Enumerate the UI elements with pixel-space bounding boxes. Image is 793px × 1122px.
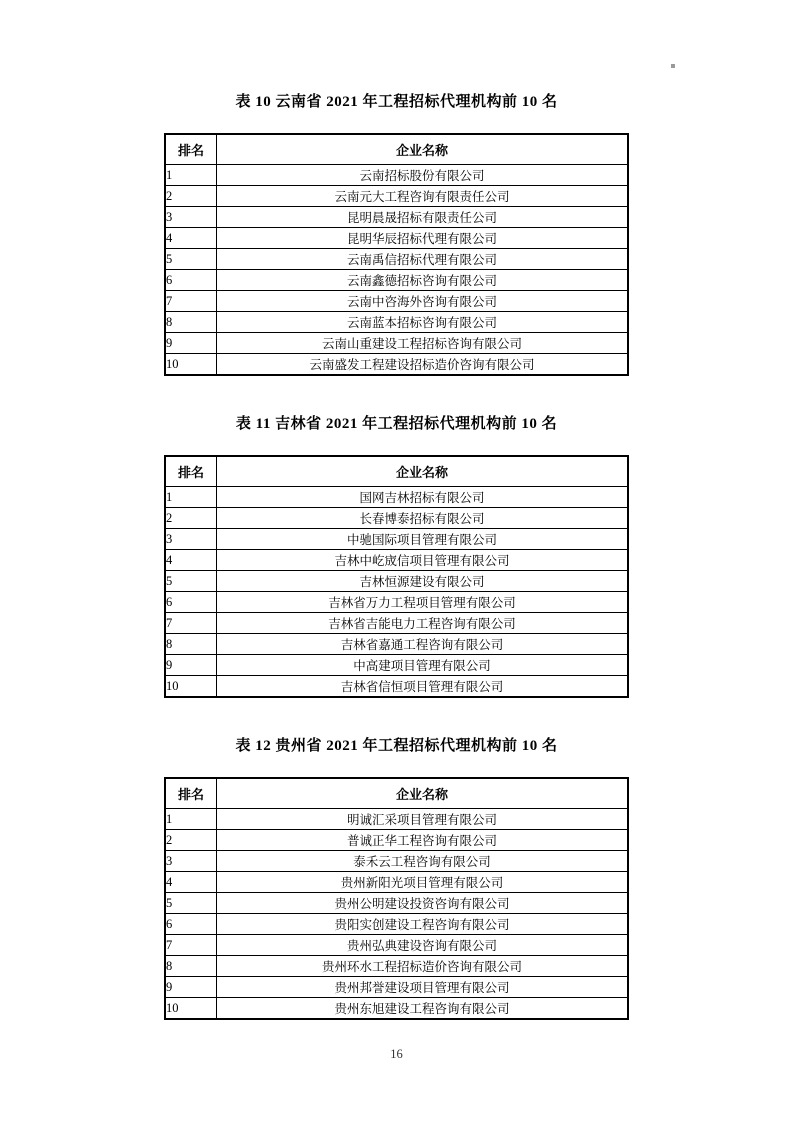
rank-cell: 7 [165,935,217,956]
rank-cell: 5 [165,571,217,592]
table-row [165,571,628,592]
company-cell: 中驰国际项目管理有限公司 [217,529,629,550]
company-cell: 吉林中屹宬信项目管理有限公司 [217,550,629,571]
rank-cell: 5 [165,249,217,270]
table-row [165,809,628,830]
company-cell: 贵阳实创建设工程咨询有限公司 [217,914,629,935]
rank-cell: 1 [165,809,217,830]
company-cell: 贵州公明建设投资咨询有限公司 [217,893,629,914]
rank-cell: 1 [165,165,217,186]
company-cell: 吉林省嘉通工程咨询有限公司 [217,634,629,655]
rank-cell: 3 [165,529,217,550]
table-row [165,851,628,872]
company-cell: 昆明晨晟招标有限责任公司 [217,207,629,228]
table-row [165,333,628,354]
company-cell: 普诚正华工程咨询有限公司 [217,830,629,851]
rank-cell: 10 [165,354,217,376]
rank-cell: 4 [165,550,217,571]
company-column-header: 企业名称 [217,456,629,487]
rank-cell: 2 [165,508,217,529]
company-cell: 云南中咨海外咨询有限公司 [217,291,629,312]
rank-cell: 9 [165,977,217,998]
rank-cell: 3 [165,851,217,872]
rank-cell: 6 [165,592,217,613]
table-row [165,550,628,571]
company-cell: 贵州邦誉建设项目管理有限公司 [217,977,629,998]
rank-cell: 8 [165,634,217,655]
company-cell: 云南山重建设工程招标咨询有限公司 [217,333,629,354]
table-row [165,914,628,935]
table-11-title: 表 11 吉林省 2021 年工程招标代理机构前 10 名 [235,416,558,432]
table-row [165,207,628,228]
company-cell: 吉林省吉能电力工程咨询有限公司 [217,613,629,634]
table-row [165,529,628,550]
table-row [165,487,628,508]
table-12-title: 表 12 贵州省 2021 年工程招标代理机构前 10 名 [235,738,558,754]
company-cell: 贵州东旭建设工程咨询有限公司 [217,998,629,1020]
table-row [165,291,628,312]
rank-cell: 4 [165,228,217,249]
rank-cell: 9 [165,333,217,354]
table-row [165,872,628,893]
company-cell: 泰禾云工程咨询有限公司 [217,851,629,872]
rank-column-header: 排名 [165,456,217,487]
table-row [165,634,628,655]
table-row [165,935,628,956]
table-row [165,270,628,291]
table-row [165,676,628,698]
table-row [165,830,628,851]
company-cell: 吉林省信恒项目管理有限公司 [217,676,629,698]
rank-cell: 2 [165,186,217,207]
company-cell: 国网吉林招标有限公司 [217,487,629,508]
company-cell: 贵州弘典建设咨询有限公司 [217,935,629,956]
table-row [165,977,628,998]
rank-cell: 6 [165,914,217,935]
scan-artifact-dot [671,64,675,68]
rank-cell: 8 [165,956,217,977]
company-cell: 长春博泰招标有限公司 [217,508,629,529]
table-row [165,655,628,676]
rank-column-header: 排名 [165,778,217,809]
rank-cell: 9 [165,655,217,676]
company-cell: 云南蓝本招标咨询有限公司 [217,312,629,333]
company-cell: 昆明华辰招标代理有限公司 [217,228,629,249]
table-row [165,998,628,1020]
table-10 [164,133,629,376]
table-row [165,186,628,207]
company-cell: 云南鑫德招标咨询有限公司 [217,270,629,291]
table-row [165,228,628,249]
table-row [165,508,628,529]
rank-cell: 10 [165,998,217,1020]
rank-cell: 8 [165,312,217,333]
table-row [165,249,628,270]
table-row [165,956,628,977]
rank-column-header: 排名 [165,134,217,165]
table-10-header-row [165,134,628,165]
rank-cell: 10 [165,676,217,698]
company-cell: 贵州环水工程招标造价咨询有限公司 [217,956,629,977]
table-12 [164,777,629,1020]
table-10-title: 表 10 云南省 2021 年工程招标代理机构前 10 名 [235,94,558,110]
table-row [165,592,628,613]
rank-cell: 7 [165,291,217,312]
company-cell: 吉林省万力工程项目管理有限公司 [217,592,629,613]
company-cell: 明诚汇采项目管理有限公司 [217,809,629,830]
rank-cell: 3 [165,207,217,228]
table-row [165,354,628,376]
table-row [165,165,628,186]
company-column-header: 企业名称 [217,134,629,165]
table-11 [164,455,629,698]
table-row [165,893,628,914]
company-column-header: 企业名称 [217,778,629,809]
company-cell: 云南禹信招标代理有限公司 [217,249,629,270]
table-row [165,312,628,333]
rank-cell: 5 [165,893,217,914]
rank-cell: 4 [165,872,217,893]
rank-cell: 7 [165,613,217,634]
table-11-header-row [165,456,628,487]
page-number: 16 [390,1047,403,1061]
table-12-header-row [165,778,628,809]
company-cell: 云南元大工程咨询有限责任公司 [217,186,629,207]
table-row [165,613,628,634]
rank-cell: 6 [165,270,217,291]
company-cell: 云南盛发工程建设招标造价咨询有限公司 [217,354,629,376]
company-cell: 吉林恒源建设有限公司 [217,571,629,592]
company-cell: 贵州新阳光项目管理有限公司 [217,872,629,893]
rank-cell: 1 [165,487,217,508]
rank-cell: 2 [165,830,217,851]
company-cell: 云南招标股份有限公司 [217,165,629,186]
company-cell: 中高建项目管理有限公司 [217,655,629,676]
